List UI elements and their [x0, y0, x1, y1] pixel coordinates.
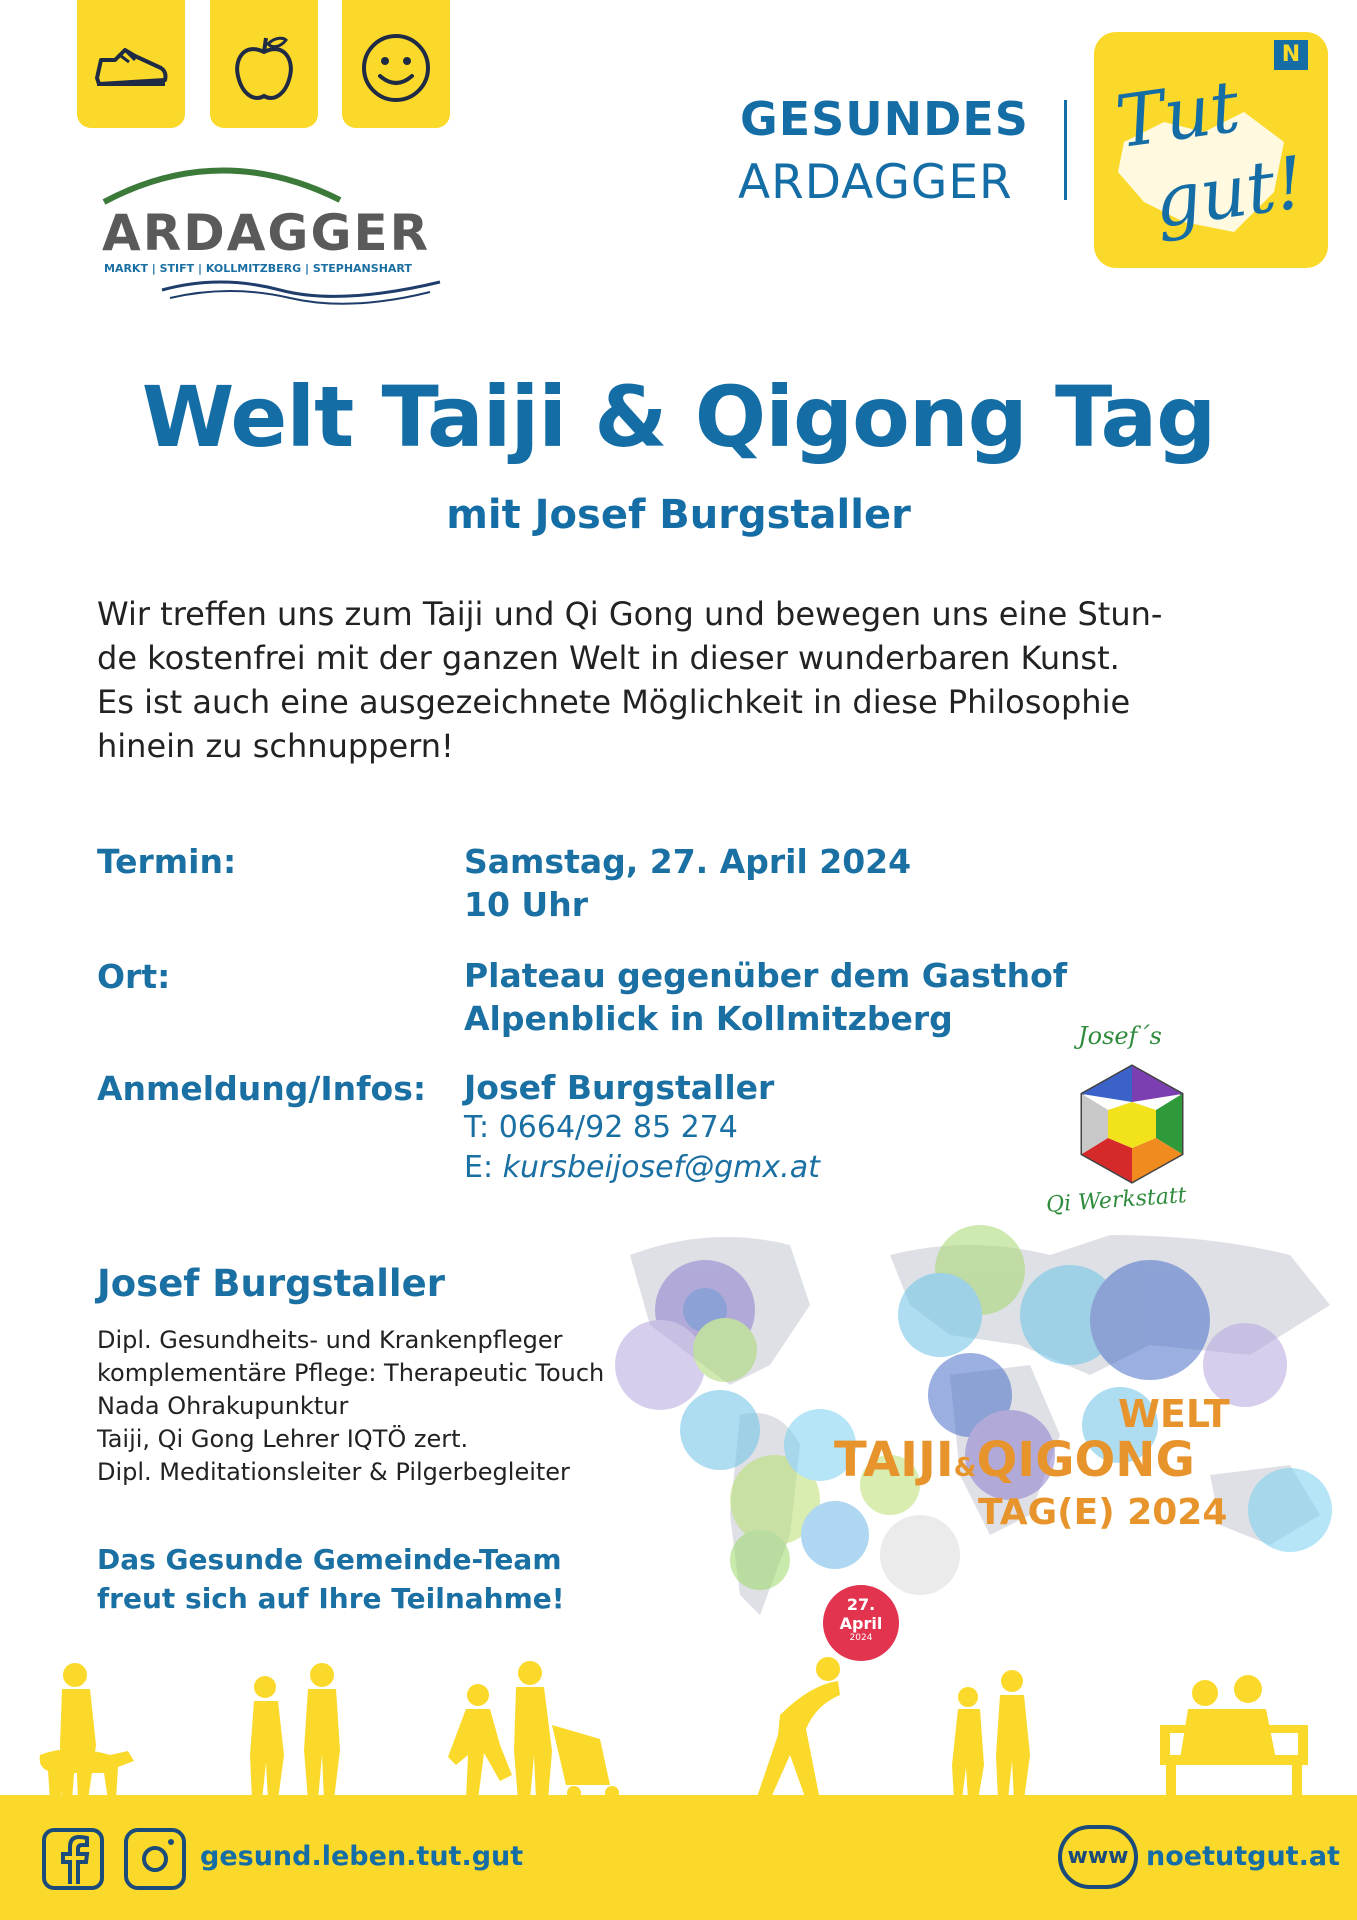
closing-line: Das Gesunde Gemeinde-Team — [97, 1543, 562, 1576]
ardagger-logo — [100, 150, 445, 310]
smiley-tile — [342, 0, 450, 128]
instagram-icon[interactable] — [124, 1828, 186, 1890]
bio-line: Dipl. Meditationsleiter & Pilgerbegleiter — [97, 1458, 570, 1486]
www-icon — [1058, 1825, 1138, 1889]
intro-line: de kostenfrei mit der ganzen Welt in dieser wunderbaren Kunst. — [97, 639, 1120, 677]
www-label: www — [1067, 1844, 1129, 1869]
apple-tile — [210, 0, 318, 128]
world-text-amp: & — [953, 1453, 977, 1483]
intro-line: Wir treffen uns zum Taiji und Qi Gong und bewegen uns eine Stun- — [97, 595, 1163, 633]
apple-icon — [224, 30, 304, 110]
ardagger-name: ARDAGGER — [102, 204, 431, 262]
email-prefix: E: — [464, 1150, 503, 1185]
event-title: Welt Taiji & Qigong Tag — [141, 368, 1216, 466]
world-map-graphic — [590, 1215, 1350, 1645]
contact-email — [464, 1150, 820, 1185]
yin-yang-mark — [880, 1515, 960, 1595]
world-text-taiji-qigong — [834, 1432, 1195, 1488]
qi-werkstatt-logo — [1030, 1012, 1230, 1222]
gesundes-ardagger-line1: GESUNDES — [740, 92, 1029, 146]
termin-time: 10 Uhr — [464, 885, 588, 924]
event-subtitle: mit Josef Burgstaller — [446, 492, 911, 538]
bio-line: komplementäre Pflege: Therapeutic Touch — [97, 1359, 605, 1387]
ort-value — [464, 954, 1067, 1040]
date-badge-day: 27. — [846, 1595, 876, 1614]
gesundes-ardagger-line2: ARDAGGER — [738, 155, 1013, 210]
intro-line: hinein zu schnuppern! — [97, 727, 454, 765]
intro-text — [97, 592, 1277, 768]
ort-line: Alpenblick in Kollmitzberg — [464, 999, 953, 1038]
world-text-qigong: QIGONG — [976, 1432, 1195, 1488]
world-text-welt: WELT — [1118, 1392, 1230, 1436]
smiley-icon — [356, 30, 436, 110]
closing-line: freut sich auf Ihre Teilnahme! — [97, 1582, 565, 1615]
phone-prefix: T: — [464, 1110, 499, 1145]
tut-gut-badge — [1094, 32, 1328, 268]
logo-divider — [1064, 100, 1067, 200]
people-silhouettes-graphic — [0, 1655, 1357, 1800]
shoe-tile — [77, 0, 185, 128]
bio-name: Josef Burgstaller — [97, 1262, 445, 1305]
ort-line: Plateau gegenüber dem Gasthof — [464, 956, 1068, 995]
date-badge-year: 2024 — [849, 1633, 873, 1643]
bio-line: Nada Ohrakupunktur — [97, 1392, 349, 1420]
world-text-tage: TAG(E) 2024 — [978, 1492, 1228, 1533]
phone-number[interactable]: 0664/92 85 274 — [498, 1110, 738, 1145]
footer-bar — [0, 1795, 1357, 1920]
contact-name: Josef Burgstaller — [464, 1068, 775, 1107]
river-wave-icon — [160, 276, 445, 306]
facebook-icon[interactable] — [42, 1828, 104, 1890]
world-text-taiji: TAIJI — [834, 1432, 954, 1488]
email-link[interactable]: kursbeijosef@gmx.at — [502, 1150, 820, 1185]
badge-corner-mark: N — [1274, 40, 1308, 70]
qi-logo-bottom: Qi Werkstatt — [1045, 1183, 1188, 1218]
social-handle[interactable]: gesund.leben.tut.gut — [200, 1841, 524, 1872]
intro-line: Es ist auch eine ausgezeichnete Möglichkeit in diese Philosophie — [97, 683, 1131, 721]
bio-line: Taiji, Qi Gong Lehrer IQTÖ zert. — [97, 1425, 469, 1453]
hill-swoosh-icon — [100, 150, 445, 210]
website-link[interactable]: noetutgut.at — [1146, 1841, 1340, 1872]
ardagger-tagline: MARKT | STIFT | KOLLMITZBERG | STEPHANSHART — [104, 262, 412, 275]
date-badge — [823, 1585, 899, 1661]
badge-gut: gut! — [1148, 139, 1310, 245]
qi-logo-top: Josef´s — [1078, 1022, 1162, 1050]
contact-phone — [464, 1110, 738, 1145]
anmeldung-label: Anmeldung/Infos: — [97, 1069, 427, 1108]
shoe-icon — [91, 30, 171, 100]
bio-lines — [97, 1324, 604, 1489]
termin-label: Termin: — [97, 842, 237, 881]
bio-line: Dipl. Gesundheits- und Krankenpfleger — [97, 1326, 563, 1354]
hexagon-cube-icon — [1070, 1062, 1194, 1186]
closing-message — [97, 1540, 565, 1618]
ort-label: Ort: — [97, 957, 171, 996]
termin-value — [464, 840, 911, 926]
termin-date: Samstag, 27. April 2024 — [464, 842, 912, 881]
date-badge-month: April — [839, 1614, 883, 1633]
badge-tut: Tut — [1110, 63, 1245, 165]
